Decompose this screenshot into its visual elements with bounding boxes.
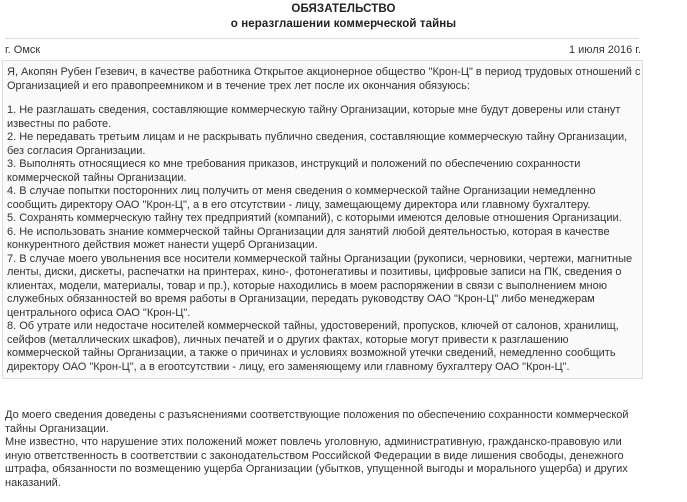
intro-paragraph: Я, Акопян Рубен Гезевич, в качестве работника Открытое акционерное общество "Крон-Ц" в период трудовых отношений с Организацией и его правопреемником и в течение трех лет после их окончания обязуюсь: [7, 66, 641, 92]
acknowledgement-section [5, 409, 641, 490]
list-item: 2. Не передавать третьим лицам и не раскрывать публично сведения, составляющие коммерческую тайну Организации, без согласия Организации. [7, 131, 628, 157]
obligation-list [7, 104, 642, 374]
list-item: 1. Не разглашать сведения, составляющие коммерческую тайну Организации, которые мне будут доверены или станут известны по работе. [7, 104, 621, 130]
list-item: 4. В случае попытки посторонних лиц получить от меня сведения о коммерческой тайне Организации немедленно сообщить директору ОАО "Крон-Ц", а в его отсутствии - лицу, замещающему директора или главному бухгалтеру. [7, 185, 596, 211]
date-label: 1 июля 2016 г. [568, 44, 641, 56]
list-item: 5. Сохранять коммерческую тайну тех предприятий (компаний), с которыми имеются деловые отношения Организации. [7, 212, 622, 224]
list-item: 8. Об утрате или недостаче носителей коммерческой тайны, удостоверений, пропусков, ключей от салонов, хранилищ, сейфов (металлических шкафов), личных печатей и о других фактах, которые могут привести к разглашению коммерческой тайны Организации, а также о причинах и условиях возможной утечки сведений, немедленно сообщить директору ОАО "Крон-Ц", а в егоотсутствии - лицу, его заменяющему или главному бухгалтеру ОАО "Крон-Ц". [7, 320, 619, 373]
divider [5, 38, 639, 39]
list-item: 3. Выполнять относящиеся ко мне требования приказов, инструкций и положений по обеспечению сохранности коммерческой тайны Организации. [7, 158, 581, 184]
obligation-box [2, 60, 643, 379]
liability-paragraph: Мне известно, что нарушение этих положений может повлечь уголовную, административную, гражданско-правовую или иную ответственность в соответствии с законодательством Российской Федерации в виде лишения свободы, денежного штрафа, обязанности по возмещению ущерба Организации (убытков, упущенной выгоды и морального ущерба) и других наказаний. [5, 436, 628, 489]
acknowledgement-paragraph: До моего сведения доведены с разъяснениями соответствующие положения по обеспечению сохранности коммерческой тайны Организации. [5, 409, 629, 435]
list-item: 6. Не использовать знание коммерческой тайны Организации для занятий любой деятельностью, которая в качестве конкурентного действия может нанести ущерб Организации. [7, 225, 610, 251]
document-title: ОБЯЗАТЕЛЬСТВО [291, 3, 396, 15]
document-subtitle: о неразглашении коммерческой тайны [230, 18, 457, 30]
list-item: 7. В случае моего увольнения все носители коммерческой тайны Организации (рукописи, черновики, чертежи, магнитные ленты, диски, дискеты, распечатки на принтерах, кино-, фотонегативы и позитивы, цифровые записи на ПК, сведения о клиентах, модели, материалы, товар и пр.), которые находились в моем распоряжении в связи с выполнением мною служебных обязанностей во время работы в Организации, передать руководству ОАО "Крон-Ц" либо менеджерам центрального офиса ОАО "Крон-Ц". [7, 252, 633, 319]
city-label: г. Омск [5, 44, 41, 56]
